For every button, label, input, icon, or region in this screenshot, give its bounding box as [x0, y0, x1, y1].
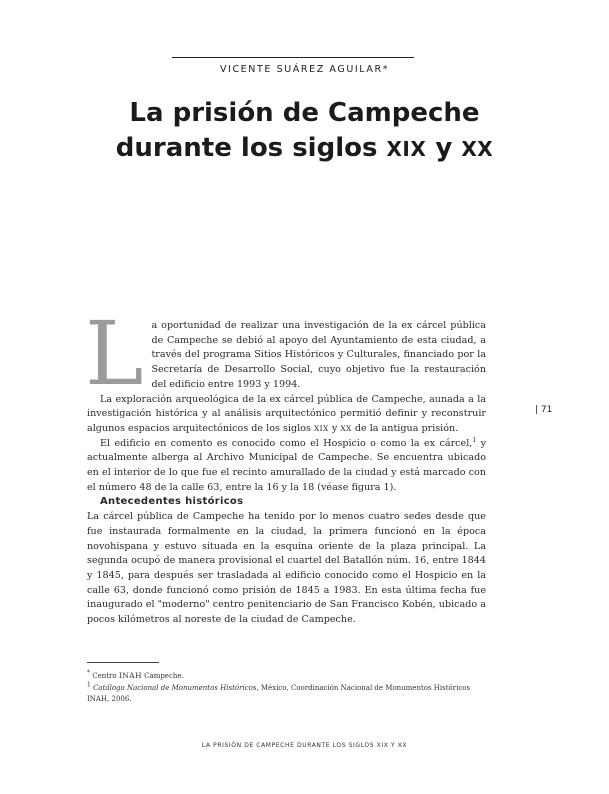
title-line-2-mid: y — [426, 133, 462, 163]
title-century-19: XIX — [386, 137, 427, 161]
footnote-1-title: Catálogo Nacional de Monumentos Históricos — [93, 683, 257, 692]
footnote-rule — [87, 662, 159, 663]
footnotes — [87, 670, 486, 706]
section-heading: Antecedentes históricos — [100, 496, 244, 508]
footnote-ref-1[interactable]: 1 — [472, 436, 477, 444]
footnote-author — [87, 670, 486, 683]
paragraph-2-text-c: de la antigua prisión. — [351, 422, 459, 434]
title-line-2-prefix: durante los siglos — [115, 133, 387, 163]
footnote-marker-1: 1 — [87, 681, 91, 689]
paragraph-3-text-b: y actualmente alberga al Archivo Municipal de Campeche. Se encuentra ubicado en el interior de lo que fue el recinto amurallado de la ciudad y está marcado con el número 48 de la calle 63, entre la 16 y la 18 (véase figura 1). — [87, 437, 486, 493]
paragraph-3-text-a: El edificio en comento es conocido como el Hospicio o como la ex cárcel, — [100, 437, 473, 449]
paragraph-2-text-b: y — [328, 422, 341, 434]
footnote-1 — [87, 683, 486, 706]
paragraph-2-century-19: XIX — [313, 423, 329, 433]
paragraph-1-text: a oportunidad de realizar una investigación de la ex cárcel pública de Campeche se debió al apoyo del Ayuntamiento de esta ciudad, a través del programa Sitios Históricos y Culturales, financiado por la Secretaría de Desarrollo Social, cuyo objetivo fue la restauración del edificio entre 1993 y 1994. — [151, 320, 486, 390]
paragraph-2 — [87, 393, 486, 437]
paragraph-2-text-a: La exploración arqueológica de la ex cárcel pública de Campeche, aunada a la investigación histórica y al análisis arquitectónico permitió definir y reconstruir algunos espacios arquitectónicos de los siglos — [87, 393, 486, 434]
paragraph-4: La cárcel pública de Campeche ha tenido por lo menos cuatro sedes desde que fue instaurada formalmente en la ciudad, la primera funcionó en la época novohispana y estuvo situada en la esquina oriente de la plaza principal. La segunda ocupó de manera provisional el cuartel del Batallón núm. 16, entre 1844 y 1845, para después ser trasladada al edificio conocido como el Hospicio en la calle 63, donde funcionó como prisión de 1845 a 1983. En esta última fecha fue inaugurado el "moderno" centro penitenciario de San Francisco Kobén, ubicado a pocos kilómetros al noreste de la ciudad de Campeche. — [87, 511, 486, 626]
article-title — [0, 96, 609, 167]
article-body — [85, 302, 486, 628]
footnote-marker-author: * — [87, 669, 90, 677]
footnote-1-line-2: INAH, 2006. — [87, 695, 132, 703]
footnote-1-text: , México, Coordinación Nacional de Monumentos Históricos — [256, 683, 471, 692]
author-name: VICENTE SUÁREZ AGUILAR* — [219, 64, 390, 75]
footnote-author-text-b: Campeche. — [141, 672, 184, 680]
title-line-1: La prisión de Campeche — [129, 98, 480, 128]
paragraph-2-century-20: XX — [340, 423, 352, 433]
footnote-author-text-a: Centro — [90, 672, 119, 680]
header-rule — [172, 57, 414, 58]
paragraph-3 — [87, 437, 486, 496]
paragraph-1 — [85, 302, 486, 405]
page-number: | 71 — [535, 405, 553, 415]
title-century-20: XX — [461, 137, 494, 161]
running-footer: LA PRISIÓN DE CAMPECHE DURANTE LOS SIGLOS XIX Y XX — [201, 742, 408, 749]
drop-cap: L — [85, 302, 144, 405]
footnote-author-inah: INAH — [118, 671, 142, 680]
